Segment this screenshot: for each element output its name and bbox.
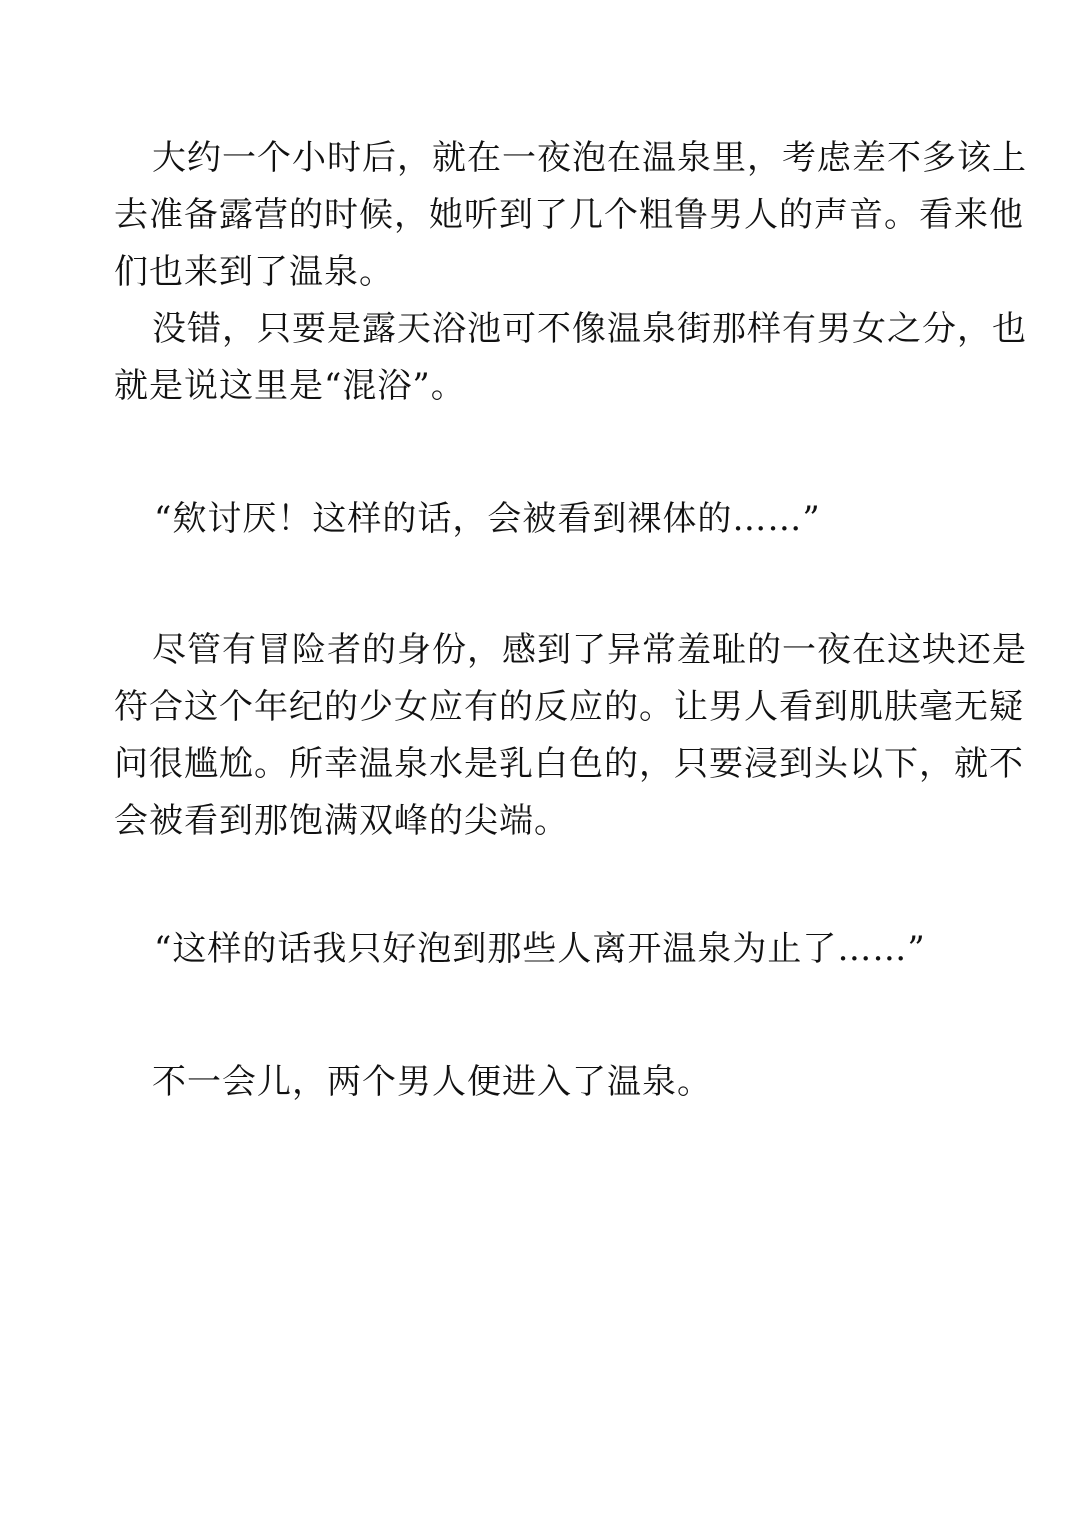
text-line: 会被看到那饱满双峰的尖端。 (114, 801, 569, 841)
text-line: 符合这个年纪的少女应有的反应的。让男人看到肌肤毫无疑 (114, 687, 1024, 727)
text-line: 问很尴尬。所幸温泉水是乳白色的，只要浸到头以下，就不 (114, 744, 1024, 784)
text-line: “欸讨厌！这样的话，会被看到裸体的……” (154, 499, 821, 539)
paragraph-2 (114, 301, 1027, 415)
text-line: 去准备露营的时候，她听到了几个粗鲁男人的声音。看来他 (114, 195, 1024, 235)
dialogue-1 (114, 491, 970, 548)
text-line: “这样的话我只好泡到那些人离开温泉为止了……” (154, 929, 926, 969)
paragraph-3 (114, 622, 1027, 850)
paragraph-4 (114, 1054, 970, 1111)
text-line: 不一会儿，两个男人便进入了温泉。 (152, 1062, 712, 1102)
text-line: 没错，只要是露天浴池可不像温泉街那样有男女之分，也 (152, 309, 1027, 349)
text-line: 尽管有冒险者的身份，感到了异常羞耻的一夜在这块还是 (152, 630, 1027, 670)
text-line: 们也来到了温泉。 (114, 252, 394, 292)
text-line: 大约一个小时后，就在一夜泡在温泉里，考虑差不多该上 (152, 138, 1027, 178)
text-line: 就是说这里是“混浴”。 (114, 366, 466, 406)
paragraph-1 (114, 130, 1027, 301)
dialogue-2 (114, 921, 970, 978)
